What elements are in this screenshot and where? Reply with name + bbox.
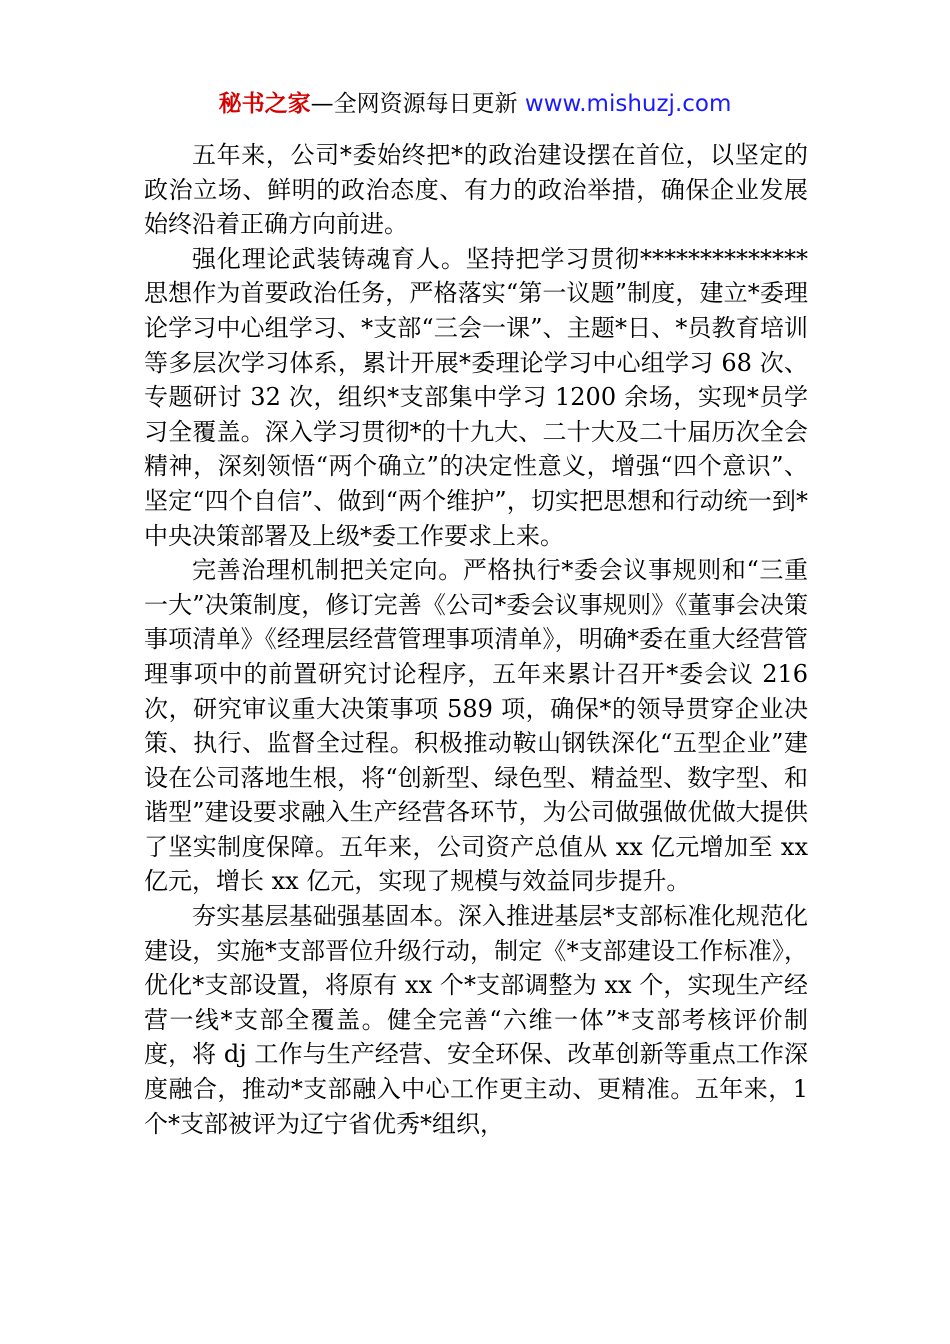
document-body — [144, 138, 808, 1141]
site-header — [0, 88, 950, 120]
site-url-link[interactable]: www.mishuzj.com — [524, 91, 732, 117]
brand-name: 秘书之家 — [218, 91, 311, 117]
governance-paragraph: 完善治理机制把关定向。严格执行*委会议事规则和“三重一大”决策制度，修订完善《公司*委会议事规则》《董事会决策事项清单》《经理层经营管理事项清单》，明确*委在重大经营管理事项中的前置研究讨论程序，五年来累计召开*委会议 216 次，研究审议重大决策事项 589 项，确保*的领导贯穿企业决策、执行、监督全过程。积极推动鞍山钢铁深化“五型企业”建设在公司落地生根，将“创新型、绿色型、精益型、数字型、和谐型”建设要求融入生产经营各环节，为公司做强做优做大提供了坚实制度保障。五年来，公司资产总值从 xx 亿元增加至 xx 亿元，增长 xx 亿元，实现了规模与效益同步提升。 — [144, 556, 808, 896]
grassroots-paragraph: 夯实基层基础强基固本。深入推进基层*支部标准化规范化建设，实施*支部晋位升级行动，制定《*支部建设工作标准》，优化*支部设置，将原有 xx 个*支部调整为 xx 个，实现生产经营一线*支部全覆盖。健全完善“六维一体”*支部考核评价制度，将 dj 工作与生产经营、安全环保、改革创新等重点工作深度融合，推动*支部融入中心工作更主动、更精准。五年来，1 个*支部被评为辽宁省优秀*组织， — [144, 902, 808, 1138]
header-tagline: —全网资源每日更新 — [310, 91, 525, 117]
intro-paragraph: 五年来，公司*委始终把*的政治建设摆在首位，以坚定的政治立场、鲜明的政治态度、有力的政治举措，确保企业发展始终沿着正确方向前进。 — [144, 141, 808, 239]
theory-paragraph: 强化理论武装铸魂育人。坚持把学习贯彻**************思想作为首要政治任务，严格落实“第一议题”制度，建立*委理论学习中心组学习、*支部“三会一课”、主题*日、*员教育培训等多层次学习体系，累计开展*委理论学习中心组学习 68 次、专题研讨 32 次，组织*支部集中学习 1200 余场，实现*员学习全覆盖。深入学习贯彻*的十九大、二十大及二十届历次全会精神，深刻领悟“两个确立”的决定性意义，增强“四个意识”、坚定“四个自信”、做到“两个维护”，切实把思想和行动统一到*中央决策部署及上级*委工作要求上来。 — [144, 244, 808, 550]
